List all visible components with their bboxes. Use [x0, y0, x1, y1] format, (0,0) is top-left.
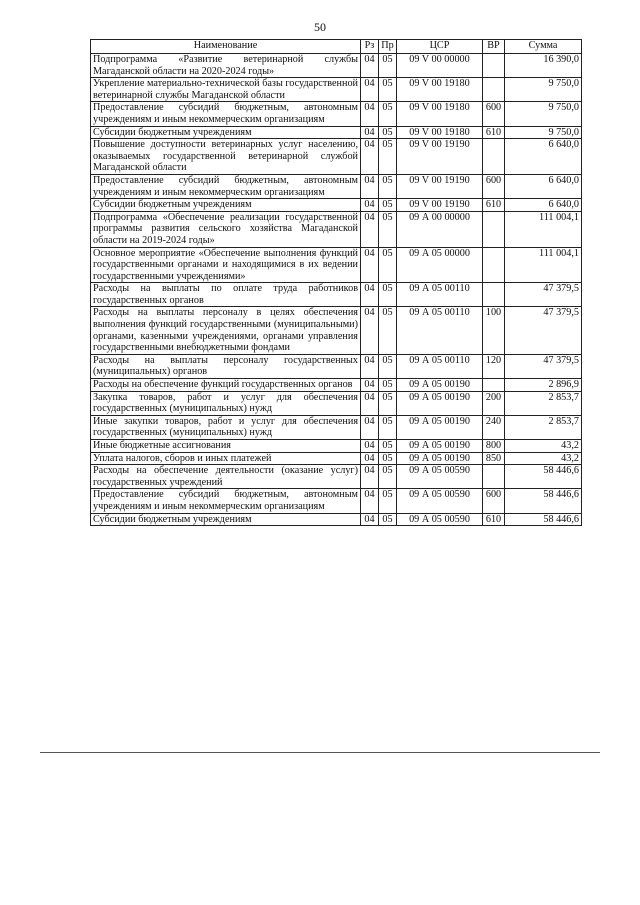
cell-pr: 05: [379, 139, 397, 175]
table-row: [91, 452, 582, 465]
cell-name: Уплата налогов, сборов и иных платежей: [91, 452, 361, 465]
cell-vr: 240: [483, 415, 505, 439]
table-row: [91, 54, 582, 78]
cell-rz: 04: [361, 391, 379, 415]
cell-sum: 47 379,5: [505, 283, 582, 307]
table-row: [91, 391, 582, 415]
cell-vr: 120: [483, 354, 505, 378]
cell-pr: 05: [379, 307, 397, 354]
cell-csr: 09 А 05 00190: [397, 440, 483, 453]
table-row: [91, 174, 582, 198]
cell-vr: 610: [483, 126, 505, 139]
cell-csr: 09 V 00 00000: [397, 54, 483, 78]
cell-vr: [483, 54, 505, 78]
table-row: [91, 247, 582, 283]
cell-csr: 09 А 05 00000: [397, 247, 483, 283]
cell-vr: [483, 379, 505, 392]
cell-csr: 09 А 00 00000: [397, 211, 483, 247]
cell-rz: 04: [361, 54, 379, 78]
cell-vr: 600: [483, 489, 505, 513]
cell-vr: [483, 247, 505, 283]
cell-pr: 05: [379, 489, 397, 513]
col-header-sum: Сумма: [505, 40, 582, 54]
cell-pr: 05: [379, 379, 397, 392]
cell-name: Расходы на выплаты персоналу в целях обеспечения выполнения функций государственными (муниципальными) органами, казенными учреждениями, органами управления государственными внебюджетными фондами: [91, 307, 361, 354]
cell-sum: 2 853,7: [505, 391, 582, 415]
cell-csr: 09 А 05 00190: [397, 379, 483, 392]
table-row: [91, 139, 582, 175]
cell-rz: 04: [361, 283, 379, 307]
cell-name: Субсидии бюджетным учреждениям: [91, 513, 361, 526]
table-row: [91, 354, 582, 378]
cell-name: Подпрограмма «Обеспечение реализации государственной программы развития сельского хозяйства Магаданской области на 2019-2024 годы»: [91, 211, 361, 247]
table-row: [91, 78, 582, 102]
table-row: [91, 283, 582, 307]
cell-sum: 6 640,0: [505, 139, 582, 175]
table-row: [91, 199, 582, 212]
cell-name: Предоставление субсидий бюджетным, автономным учреждениям и иным некоммерческим организациям: [91, 489, 361, 513]
cell-csr: 09 А 05 00190: [397, 391, 483, 415]
budget-table: [90, 39, 582, 526]
cell-sum: 58 446,6: [505, 465, 582, 489]
cell-sum: 9 750,0: [505, 78, 582, 102]
cell-sum: 2 853,7: [505, 415, 582, 439]
cell-pr: 05: [379, 283, 397, 307]
table-body: [91, 54, 582, 526]
cell-sum: 43,2: [505, 440, 582, 453]
cell-name: Расходы на выплаты по оплате труда работников государственных органов: [91, 283, 361, 307]
cell-pr: 05: [379, 199, 397, 212]
cell-csr: 09 А 05 00110: [397, 307, 483, 354]
table-row: [91, 126, 582, 139]
cell-name: Иные бюджетные ассигнования: [91, 440, 361, 453]
cell-csr: 09 А 05 00110: [397, 283, 483, 307]
cell-pr: 05: [379, 415, 397, 439]
cell-sum: 9 750,0: [505, 126, 582, 139]
cell-csr: 09 V 00 19180: [397, 78, 483, 102]
cell-rz: 04: [361, 199, 379, 212]
cell-rz: 04: [361, 379, 379, 392]
table-row: [91, 211, 582, 247]
cell-rz: 04: [361, 513, 379, 526]
cell-pr: 05: [379, 354, 397, 378]
cell-csr: 09 V 00 19180: [397, 126, 483, 139]
cell-csr: 09 V 00 19180: [397, 102, 483, 126]
cell-sum: 58 446,6: [505, 489, 582, 513]
cell-csr: 09 V 00 19190: [397, 199, 483, 212]
cell-name: Расходы на выплаты персоналу государственных (муниципальных) органов: [91, 354, 361, 378]
cell-pr: 05: [379, 78, 397, 102]
cell-name: Укрепление материально-технической базы государственной ветеринарной службы Магаданской области: [91, 78, 361, 102]
cell-csr: 09 А 05 00190: [397, 452, 483, 465]
cell-name: Подпрограмма «Развитие ветеринарной службы Магаданской области на 2020-2024 годы»: [91, 54, 361, 78]
cell-name: Повышение доступности ветеринарных услуг населению, оказываемых государственной ветеринарной службой Магаданской области: [91, 139, 361, 175]
cell-pr: 05: [379, 174, 397, 198]
cell-sum: 2 896,9: [505, 379, 582, 392]
col-header-pr: Пр: [379, 40, 397, 54]
cell-pr: 05: [379, 211, 397, 247]
col-header-rz: Рз: [361, 40, 379, 54]
cell-name: Расходы на обеспечение функций государственных органов: [91, 379, 361, 392]
cell-vr: 800: [483, 440, 505, 453]
cell-vr: 850: [483, 452, 505, 465]
cell-pr: 05: [379, 247, 397, 283]
cell-pr: 05: [379, 513, 397, 526]
cell-name: Закупка товаров, работ и услуг для обеспечения государственных (муниципальных) нужд: [91, 391, 361, 415]
cell-vr: 610: [483, 199, 505, 212]
cell-vr: 100: [483, 307, 505, 354]
cell-rz: 04: [361, 102, 379, 126]
cell-rz: 04: [361, 126, 379, 139]
cell-name: Основное мероприятие «Обеспечение выполнения функций государственными органами и находящимися в их ведении государственными учреждениями»: [91, 247, 361, 283]
cell-rz: 04: [361, 440, 379, 453]
table-row: [91, 465, 582, 489]
table-row: [91, 102, 582, 126]
cell-name: Субсидии бюджетным учреждениям: [91, 199, 361, 212]
page-number: 50: [314, 20, 326, 34]
cell-vr: [483, 139, 505, 175]
cell-vr: 600: [483, 174, 505, 198]
cell-vr: 600: [483, 102, 505, 126]
cell-pr: 05: [379, 102, 397, 126]
cell-rz: 04: [361, 465, 379, 489]
table-row: [91, 489, 582, 513]
footer-divider: [40, 752, 600, 753]
cell-rz: 04: [361, 139, 379, 175]
col-header-csr: ЦСР: [397, 40, 483, 54]
cell-vr: [483, 465, 505, 489]
cell-vr: [483, 211, 505, 247]
cell-pr: 05: [379, 391, 397, 415]
cell-vr: [483, 78, 505, 102]
cell-rz: 04: [361, 211, 379, 247]
cell-sum: 6 640,0: [505, 199, 582, 212]
cell-rz: 04: [361, 174, 379, 198]
cell-sum: 43,2: [505, 452, 582, 465]
cell-name: Предоставление субсидий бюджетным, автономным учреждениям и иным некоммерческим организациям: [91, 102, 361, 126]
cell-csr: 09 А 05 00590: [397, 513, 483, 526]
cell-sum: 111 004,1: [505, 247, 582, 283]
cell-vr: 200: [483, 391, 505, 415]
cell-name: Субсидии бюджетным учреждениям: [91, 126, 361, 139]
cell-sum: 9 750,0: [505, 102, 582, 126]
cell-pr: 05: [379, 126, 397, 139]
cell-name: Иные закупки товаров, работ и услуг для обеспечения государственных (муниципальных) нужд: [91, 415, 361, 439]
col-header-name: Наименование: [91, 40, 361, 54]
cell-sum: 47 379,5: [505, 307, 582, 354]
cell-vr: [483, 283, 505, 307]
cell-vr: 610: [483, 513, 505, 526]
cell-csr: 09 А 05 00190: [397, 415, 483, 439]
cell-rz: 04: [361, 452, 379, 465]
cell-rz: 04: [361, 415, 379, 439]
header-row: [91, 40, 582, 54]
cell-csr: 09 А 05 00590: [397, 489, 483, 513]
cell-rz: 04: [361, 489, 379, 513]
table-row: [91, 415, 582, 439]
cell-name: Предоставление субсидий бюджетным, автономным учреждениям и иным некоммерческим организациям: [91, 174, 361, 198]
col-header-vr: ВР: [483, 40, 505, 54]
cell-sum: 16 390,0: [505, 54, 582, 78]
cell-rz: 04: [361, 247, 379, 283]
cell-sum: 58 446,6: [505, 513, 582, 526]
cell-rz: 04: [361, 307, 379, 354]
cell-csr: 09 V 00 19190: [397, 174, 483, 198]
cell-csr: 09 А 05 00110: [397, 354, 483, 378]
cell-sum: 111 004,1: [505, 211, 582, 247]
cell-rz: 04: [361, 78, 379, 102]
cell-sum: 6 640,0: [505, 174, 582, 198]
cell-pr: 05: [379, 452, 397, 465]
cell-rz: 04: [361, 354, 379, 378]
cell-csr: 09 А 05 00590: [397, 465, 483, 489]
cell-name: Расходы на обеспечение деятельности (оказание услуг) государственных учреждений: [91, 465, 361, 489]
table-row: [91, 379, 582, 392]
cell-pr: 05: [379, 465, 397, 489]
cell-sum: 47 379,5: [505, 354, 582, 378]
table-row: [91, 307, 582, 354]
cell-csr: 09 V 00 19190: [397, 139, 483, 175]
cell-pr: 05: [379, 440, 397, 453]
table-row: [91, 513, 582, 526]
table-row: [91, 440, 582, 453]
cell-pr: 05: [379, 54, 397, 78]
